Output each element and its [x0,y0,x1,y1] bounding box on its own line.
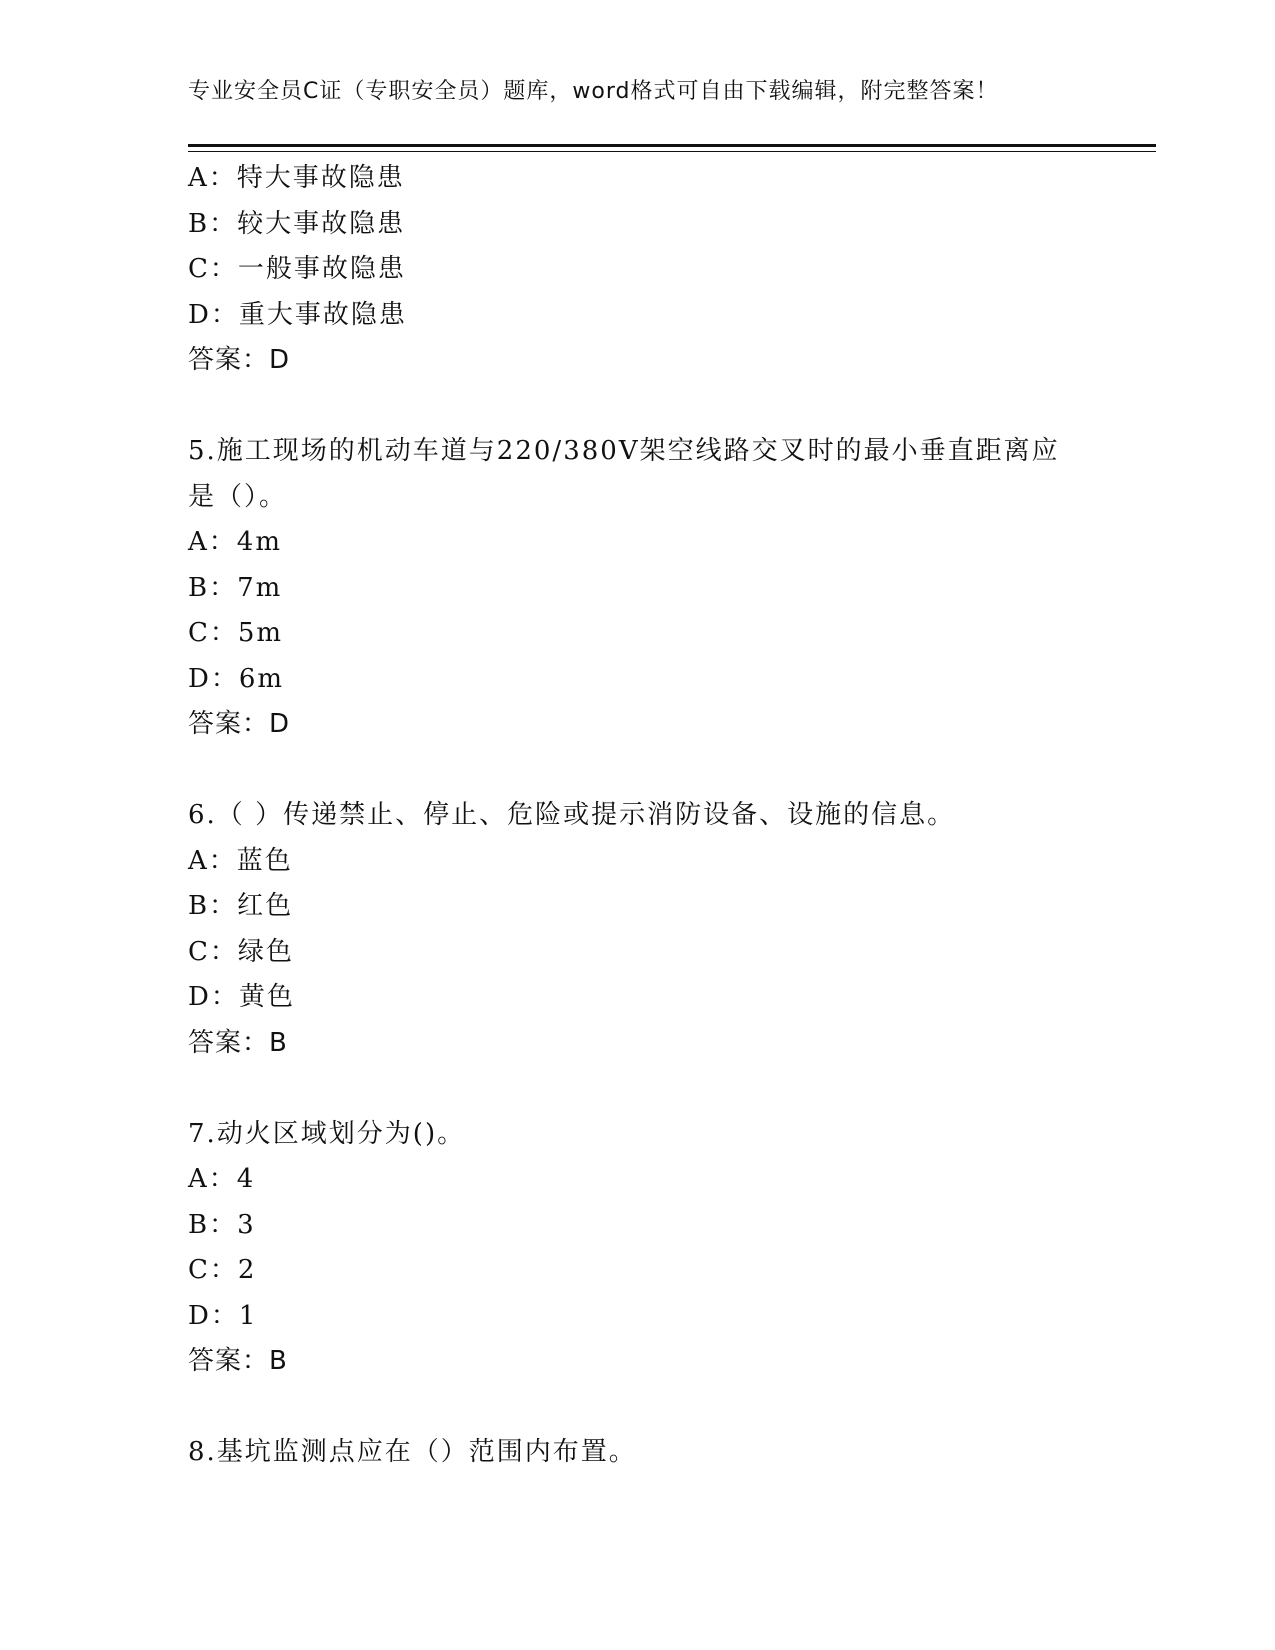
option-a: A：4m [188,527,282,557]
option-d: D：6m [188,663,285,694]
question-6 [188,793,1156,1066]
option-a: A：特大事故隐患 [188,163,405,193]
option-b: B：较大事故隐患 [188,208,406,239]
question-5 [188,429,1156,748]
document-body [188,156,1156,1476]
option-d: D：1 [188,1300,258,1331]
option-b: B：红色 [188,891,294,921]
option-a: A：4 [188,1164,256,1194]
answer: 答案：D [188,345,291,375]
question-7 [188,1112,1156,1385]
option-c: C：5m [188,618,284,648]
page-header: 专业安全员C证（专职安全员）题库，word格式可自由下载编辑，附完整答案！ [188,79,999,104]
answer: 答案：D [188,709,291,739]
question-text: 8.基坑监测点应在（）范围内布置。 [188,1437,637,1467]
answer: 答案：B [188,1346,288,1376]
question-text: 6.（ ）传递禁止、停止、危险或提示消防设备、设施的信息。 [188,800,956,830]
option-d: D：黄色 [188,982,295,1012]
option-b: B：3 [188,1209,256,1240]
header-rule-thick [188,144,1156,147]
question-text: 5.施工现场的机动车道与220/380V架空线路交叉时的最小垂直距离应 [188,436,1060,466]
question-text: 7.动火区域划分为()。 [188,1118,466,1149]
option-c: C：绿色 [188,936,294,967]
question-4-options [188,156,1156,384]
option-d: D：重大事故隐患 [188,299,407,330]
answer: 答案：B [188,1027,288,1058]
option-a: A：蓝色 [188,845,293,876]
header-rule-thin [188,151,1156,152]
question-8 [188,1430,1156,1476]
option-c: C：一般事故隐患 [188,254,406,284]
option-b: B：7m [188,572,283,603]
option-c: C：2 [188,1255,257,1285]
question-text: 是（）。 [188,481,288,512]
